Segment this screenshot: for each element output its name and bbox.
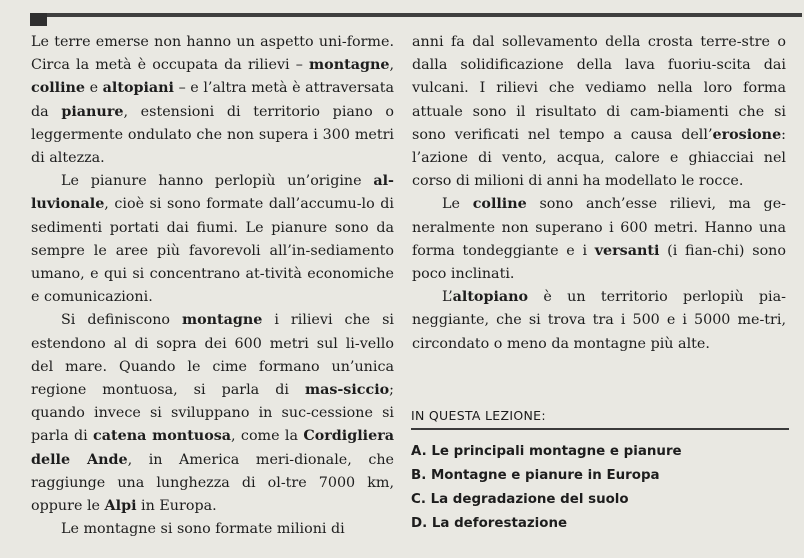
section-marker — [30, 13, 47, 26]
lesson-box-divider — [411, 428, 789, 430]
term-montagne: montagne — [309, 57, 390, 74]
top-rule — [30, 13, 802, 17]
term-massiccio: mas-siccio — [304, 382, 390, 399]
term-pianure: pianure — [61, 103, 124, 120]
term-erosione: erosione — [712, 126, 782, 143]
term-cordigliera-ande: Cordigliera delle Ande — [31, 428, 394, 468]
paragraph-rilievi-pianure: Le terre emerse non hanno un aspetto uni-forme. Circa la metà è occupata da rilievi – montagne, colline e altopiani – e l’altra metà è attraversata da pianure, estensioni di territorio piano o leggermente ondulato che non supera i 300 metri di altezza. — [31, 34, 394, 167]
paragraph-altopiano: L’altopiano è un territorio perlopiù pia-neggiante, che si trova tra i 500 e i 5000 me-tri, circondato o meno da montagne più alte. — [412, 289, 786, 352]
term-colline: colline — [31, 80, 86, 97]
term-colline-def: colline — [472, 196, 527, 213]
lesson-item-d: D. La deforestazione — [411, 516, 568, 532]
term-altopiano: altopiano — [452, 289, 529, 306]
lesson-box-title: IN QUESTA LEZIONE: — [411, 408, 546, 423]
term-alpi: Alpi — [104, 498, 137, 515]
paragraph-formazione-end: anni fa dal sollevamento della crosta terre-stre o dalla solidificazione della lava fuoriu-scita dai vulcani. I rilievi che vediamo nella loro forma attuale sono il risultato di cam-biamenti che si sono verificati nel tempo a causa dell’erosione: l’azione di vento, acqua, calore e ghiacciai nel corso di milioni di anni ha modellato le rocce. — [412, 34, 786, 190]
left-column — [31, 31, 394, 541]
term-versanti: versanti — [594, 242, 660, 259]
lesson-item-a: A. Le principali montagne e pianure — [411, 443, 682, 459]
lesson-list — [411, 440, 789, 537]
term-montagne-def: montagne — [181, 312, 263, 329]
lesson-item-c: C. La degradazione del suolo — [411, 492, 629, 508]
paragraph-colline: Le colline sono anch’esse rilievi, ma ge-neralmente non superano i 600 metri. Hanno una forma tondeggiante e i versanti (i fian-chi) sono poco inclinati. — [412, 196, 786, 283]
right-column — [412, 31, 786, 356]
term-altopiani: altopiani — [102, 80, 174, 97]
term-alluvionale: al-luvionale — [31, 173, 394, 213]
paragraph-montagne: Si definiscono montagne i rilievi che si estendono al di sopra dei 600 metri sul li-vello del mare. Quando le cime formano un’unica regione montuosa, si parla di mas-siccio; quando invece si sviluppano in suc-cessione si parla di catena montuosa, come la Cordigliera delle Ande, in America meri-dionale, che raggiunge una lunghezza di ol-tre 7000 km, oppure le Alpi in Europa. — [31, 312, 395, 515]
paragraph-origine-pianure: Le pianure hanno perlopiù un’origine al-luvionale, cioè si sono formate dall’accumu-lo di sedimenti portati dai fiumi. Le pianure sono da sempre le aree più favorevoli all’in-sediamento umano, e qui si concentrano at-tività economiche e comunicazioni. — [31, 173, 394, 306]
lesson-box — [411, 406, 789, 537]
paragraph-formazione-start: Le montagne si sono formate milioni di — [61, 521, 345, 538]
term-catena-montuosa: catena montuosa — [93, 428, 232, 445]
lesson-item-b: B. Montagne e pianure in Europa — [411, 467, 660, 483]
